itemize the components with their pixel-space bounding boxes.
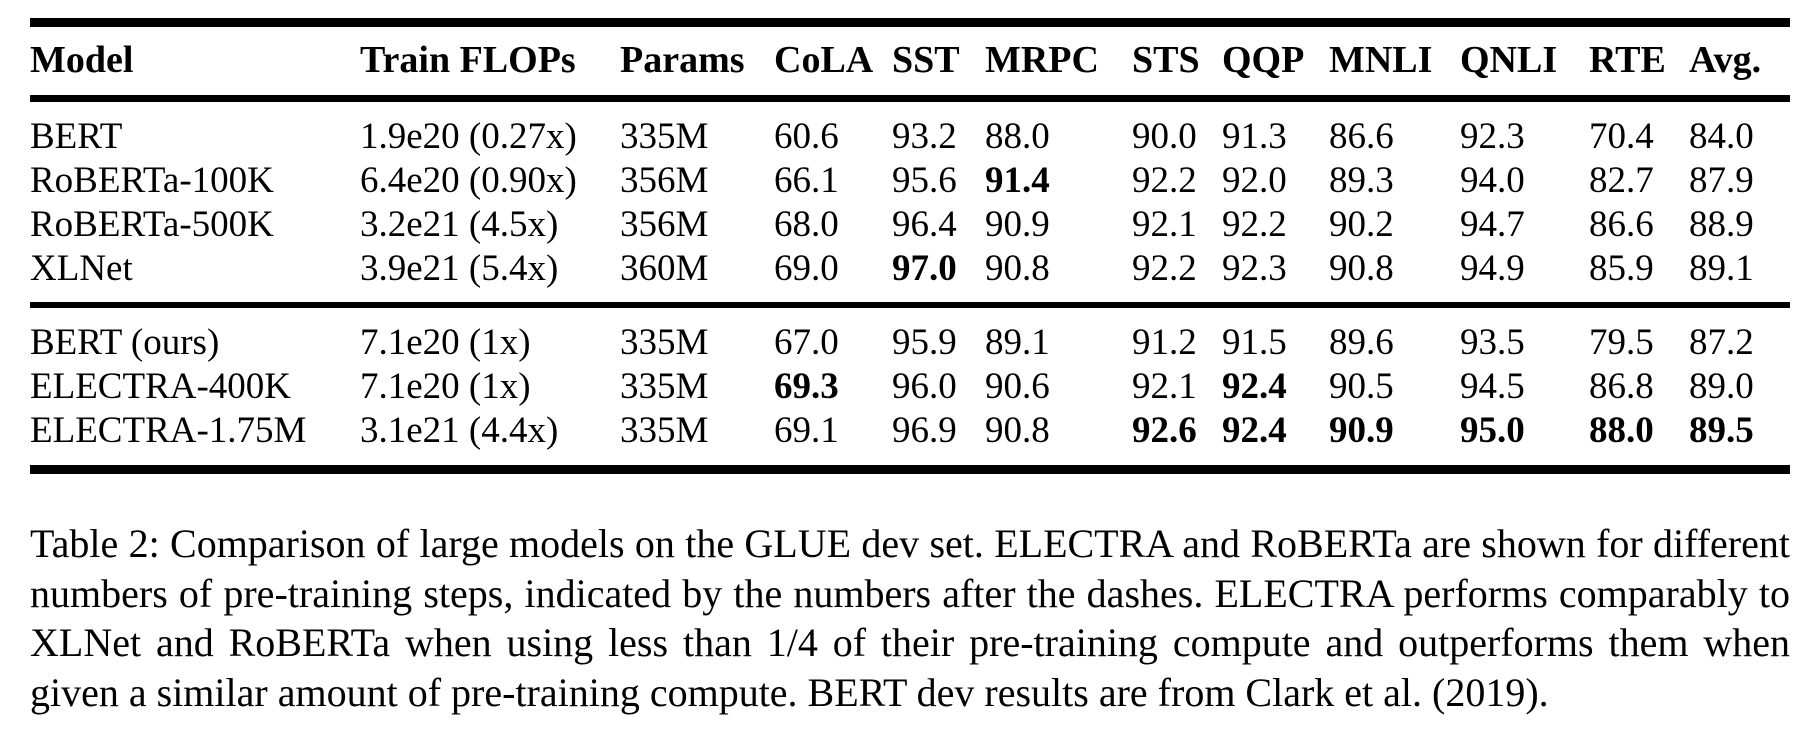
score-cell: 92.0 [1222, 159, 1287, 201]
score-cell: 66.1 [774, 159, 839, 201]
score-cell: 90.0 [1132, 115, 1197, 157]
score-cell: 90.6 [985, 365, 1050, 407]
score-cell: 84.0 [1689, 115, 1754, 157]
score-cell: 7.1e20 (1x) [360, 321, 531, 363]
score-cell: 7.1e20 (1x) [360, 365, 531, 407]
score-cell: 93.5 [1460, 321, 1525, 363]
glue-results-table [30, 18, 1790, 474]
model-name-cell: BERT (ours) [30, 321, 220, 363]
score-cell: 94.5 [1460, 365, 1525, 407]
table-row [30, 305, 1790, 364]
score-cell: 335M [620, 115, 709, 157]
column-header-qnli: QNLI [1460, 23, 1589, 99]
score-cell: 86.8 [1589, 365, 1654, 407]
column-header-sts: STS [1132, 23, 1222, 99]
score-cell: 89.1 [985, 321, 1050, 363]
score-cell: 335M [620, 365, 709, 407]
score-cell: 90.8 [985, 246, 1132, 305]
table-section-prior-work [30, 99, 1790, 306]
score-cell: 91.4 [985, 159, 1050, 201]
model-name-cell: ELECTRA-400K [30, 365, 292, 407]
score-cell: 91.3 [1222, 115, 1287, 157]
score-cell: 95.6 [892, 159, 957, 201]
score-cell: 94.7 [1460, 203, 1525, 245]
table-row [30, 158, 1790, 202]
score-cell: 92.6 [1132, 409, 1197, 451]
score-cell: 3.1e21 (4.4x) [360, 409, 559, 451]
score-cell: 89.1 [1689, 246, 1790, 305]
score-cell: 86.6 [1329, 115, 1394, 157]
score-cell: 92.4 [1222, 409, 1287, 451]
score-cell: 97.0 [892, 246, 985, 305]
score-cell: 87.9 [1689, 159, 1754, 201]
score-cell: 356M [620, 203, 709, 245]
score-cell: 92.2 [1222, 203, 1287, 245]
score-cell: 90.8 [985, 409, 1050, 451]
model-name-cell: BERT [30, 115, 123, 157]
score-cell: 95.9 [892, 321, 957, 363]
score-cell: 360M [620, 246, 774, 305]
score-cell: 96.4 [892, 203, 957, 245]
score-cell: 356M [620, 159, 709, 201]
table-section-ours [30, 305, 1790, 470]
table-row [30, 202, 1790, 246]
score-cell: 69.1 [774, 409, 839, 451]
score-cell: 88.0 [985, 115, 1050, 157]
score-cell: 90.5 [1329, 365, 1394, 407]
score-cell: 6.4e20 (0.90x) [360, 159, 577, 201]
column-header-train-flops: Train FLOPs [360, 23, 620, 99]
score-cell: 95.0 [1460, 409, 1525, 451]
score-cell: 3.9e21 (5.4x) [360, 246, 620, 305]
score-cell: 91.5 [1222, 321, 1287, 363]
score-cell: 88.0 [1589, 409, 1654, 451]
score-cell: 88.9 [1689, 203, 1754, 245]
score-cell: 93.2 [892, 115, 957, 157]
score-cell: 3.2e21 (4.5x) [360, 203, 559, 245]
score-cell: 94.9 [1460, 246, 1589, 305]
score-cell: 67.0 [774, 321, 839, 363]
score-cell: 68.0 [774, 203, 839, 245]
score-cell: 96.9 [892, 409, 957, 451]
model-name-cell: ELECTRA-1.75M [30, 409, 307, 451]
score-cell: 91.2 [1132, 321, 1197, 363]
score-cell: 89.0 [1689, 365, 1754, 407]
table-row [30, 364, 1790, 408]
score-cell: 69.0 [774, 246, 892, 305]
score-cell: 92.1 [1132, 203, 1197, 245]
score-cell: 92.3 [1460, 115, 1525, 157]
score-cell: 89.5 [1689, 409, 1754, 451]
column-header-mrpc: MRPC [985, 23, 1132, 99]
column-header-avg: Avg. [1689, 23, 1790, 99]
score-cell: 70.4 [1589, 115, 1654, 157]
score-cell: 92.3 [1222, 246, 1329, 305]
score-cell: 85.9 [1589, 246, 1689, 305]
table-header [30, 23, 1790, 99]
column-header-sst: SST [892, 23, 985, 99]
score-cell: 335M [620, 409, 709, 451]
score-cell: 79.5 [1589, 321, 1654, 363]
score-cell: 90.8 [1329, 246, 1460, 305]
table-caption: Table 2: Comparison of large models on the GLUE dev set. ELECTRA and RoBERTa are shown for different numbers of pre-training steps, indicated by the numbers after the dashes. ELECTRA performs comparably to XLNet and RoBERTa when using less than 1/4 of their pre-training compute and outperforms them when given a similar amount of pre-training compute. BERT dev results are from Clark et al. (2019). [30, 521, 1790, 715]
column-header-mnli: MNLI [1329, 23, 1460, 99]
score-cell: 89.3 [1329, 159, 1394, 201]
score-cell: 92.4 [1222, 365, 1287, 407]
score-cell: 94.0 [1460, 159, 1525, 201]
score-cell: 86.6 [1589, 203, 1654, 245]
score-cell: 335M [620, 321, 709, 363]
score-cell: 60.6 [774, 115, 839, 157]
table-row [30, 408, 1790, 470]
score-cell: 90.9 [1329, 409, 1394, 451]
model-name-cell: XLNet [30, 246, 360, 305]
score-cell: 69.3 [774, 365, 839, 407]
column-header-qqp: QQP [1222, 23, 1329, 99]
score-cell: 92.2 [1132, 159, 1197, 201]
column-header-cola: CoLA [774, 23, 892, 99]
table-row [30, 246, 1790, 305]
score-cell: 90.9 [985, 203, 1050, 245]
column-header-rte: RTE [1589, 23, 1689, 99]
model-name-cell: RoBERTa-100K [30, 159, 274, 201]
score-cell: 92.1 [1132, 365, 1197, 407]
score-cell: 87.2 [1689, 321, 1754, 363]
score-cell: 89.6 [1329, 321, 1394, 363]
score-cell: 82.7 [1589, 159, 1654, 201]
score-cell: 96.0 [892, 365, 957, 407]
column-header-params: Params [620, 23, 774, 99]
header-row [30, 23, 1790, 99]
table-row [30, 99, 1790, 159]
model-name-cell: RoBERTa-500K [30, 203, 274, 245]
score-cell: 90.2 [1329, 203, 1394, 245]
score-cell: 92.2 [1132, 246, 1222, 305]
score-cell: 1.9e20 (0.27x) [360, 115, 577, 157]
column-header-model: Model [30, 23, 360, 99]
